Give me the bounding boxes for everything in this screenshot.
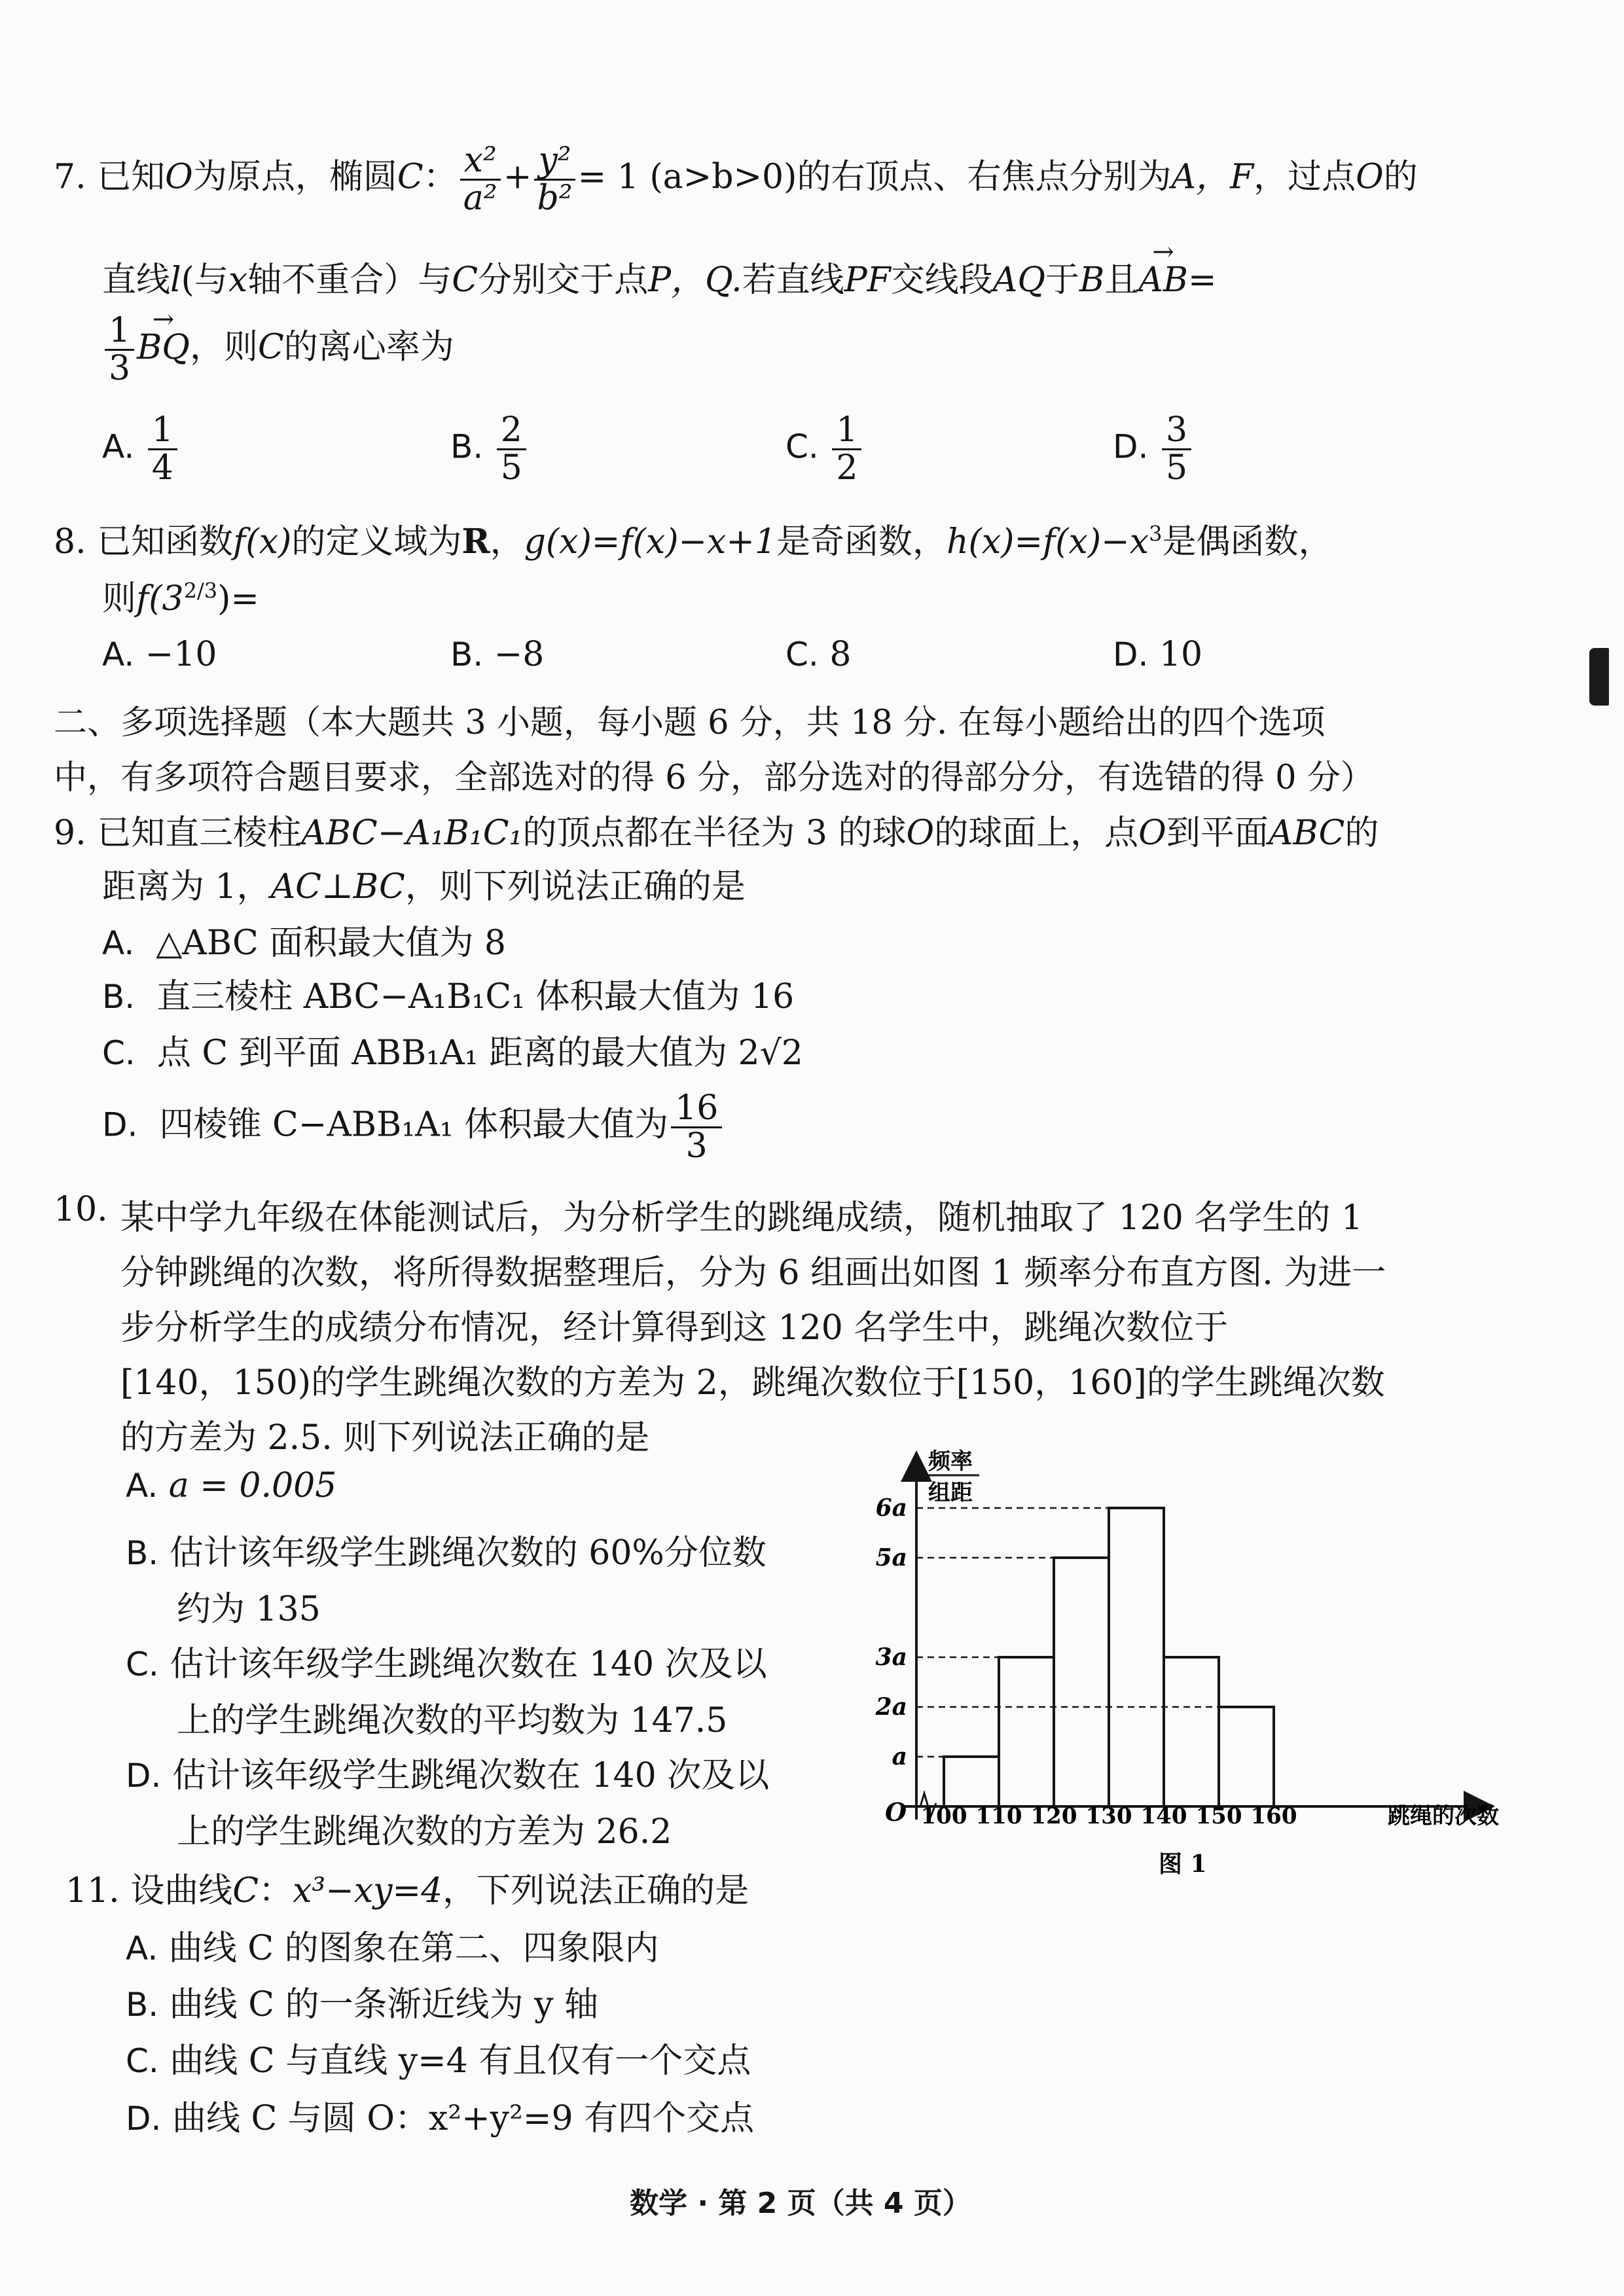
q7-symbol: B: [1079, 260, 1105, 300]
option-label: A.: [102, 427, 135, 466]
q7-text: 为原点，椭圆: [192, 157, 397, 197]
q7-vector-AB: → AB: [1138, 260, 1188, 300]
y-tick-label: a: [892, 1743, 907, 1770]
q7-symbol: C: [452, 260, 478, 300]
x-tick-label: 140: [1140, 1803, 1187, 1829]
q7-line2: [102, 252, 1217, 301]
q7-vector-BQ: → BQ: [137, 328, 190, 367]
option-text: −8: [494, 635, 545, 674]
option-label: B.: [450, 636, 484, 673]
q7-coef-frac: [105, 313, 134, 386]
option-label: D.: [102, 1105, 138, 1144]
q9-option-b: [102, 969, 794, 1018]
q9-symbol: ABC: [1268, 814, 1345, 853]
q11-equation: x³−xy=4: [293, 1871, 443, 1910]
option-text: 点 C 到平面 ABB₁A₁ 距离的最大值为 2√2: [156, 1033, 803, 1073]
x-tick-label: 100: [920, 1803, 967, 1829]
option-text: a = 0.005: [168, 1466, 337, 1505]
q7-ellipse-frac-y: [534, 143, 575, 216]
q9-text: 已知直三棱柱: [97, 814, 302, 853]
q7-symbol: P，Q.: [648, 260, 742, 300]
y-tick-label: 5a: [875, 1544, 907, 1571]
q8-option-d: [1113, 635, 1202, 674]
q9-number: 9.: [54, 814, 86, 853]
q8-option-b: [450, 635, 544, 674]
x-tick-label: 160: [1250, 1803, 1297, 1829]
q7-symbol: x: [228, 260, 248, 300]
option-text: △ABC 面积最大值为 8: [156, 924, 506, 963]
q7-text: (与: [181, 260, 228, 300]
x-axis-label: 跳绳的次数: [1388, 1803, 1499, 1829]
q7-symbol: C: [397, 157, 424, 197]
q7-option-b: [450, 412, 529, 486]
q7-text: 且: [1104, 260, 1139, 300]
q7-line1: [54, 143, 1418, 216]
q9-text: 的球面上，点: [934, 814, 1139, 853]
y-axis-label-top: 频率: [928, 1448, 973, 1475]
frac-num: y²: [534, 143, 575, 181]
q7-symbol: AQ: [992, 260, 1045, 300]
q9-text: 的: [1344, 814, 1379, 853]
section-heading-line2: 中，有多项符合题目要求，全部选对的得 6 分，部分选对的得部分分，有选错的得 0 分）: [54, 759, 1374, 797]
q9-text: 距离为 1，: [102, 867, 271, 906]
q7-option-c: [785, 412, 864, 486]
option-frac: [832, 412, 861, 486]
option-label: D.: [126, 1757, 162, 1795]
q7-option-d: [1113, 412, 1194, 486]
q8-h-def: h(x)=f(x)−x: [947, 522, 1149, 562]
q8-text: 则: [102, 579, 137, 619]
option-label: B.: [102, 978, 135, 1016]
figure-caption: 图 1: [1159, 1850, 1207, 1878]
frac-den: 3: [685, 1126, 708, 1166]
q11-option-c: [126, 2033, 751, 2082]
q7-text: ，则: [189, 327, 258, 367]
option-label: C.: [785, 427, 819, 466]
q10-number: 10.: [54, 1190, 108, 1229]
histogram-bar: [1109, 1508, 1164, 1806]
q7-text: 的: [1383, 157, 1418, 197]
option-label: C.: [785, 636, 819, 673]
frac-den: 5: [500, 448, 522, 488]
q7-symbol: A，F: [1171, 157, 1254, 197]
option-label: A.: [102, 924, 135, 962]
q10-option-d-cont: 上的学生跳绳次数的方差为 26.2: [177, 1812, 672, 1852]
q8-g-def: g(x)=f(x)−x+1: [524, 522, 777, 562]
axis-origin-label: O: [885, 1797, 907, 1827]
q8-text: 的定义域为: [291, 522, 462, 562]
q11-text: ：: [259, 1871, 293, 1910]
frac-num: 1: [832, 412, 861, 450]
q9-option-a: [102, 915, 506, 964]
option-label: C.: [126, 1645, 159, 1683]
option-label: D.: [126, 2100, 162, 2138]
section-heading-line1: 二、多项选择题（本大题共 3 小题，每小题 6 分，共 18 分. 在每小题给出的四个选项: [54, 704, 1326, 742]
y-axis-label-bottom: 组距: [928, 1480, 973, 1506]
frac-den: b²: [537, 178, 573, 218]
frac-num: x²: [460, 143, 501, 181]
histogram-bar: [1164, 1657, 1219, 1806]
q7-text: =: [1187, 260, 1217, 300]
q10-option-c-cont: 上的学生跳绳次数的平均数为 147.5: [177, 1701, 728, 1740]
q10-option-b: [126, 1525, 767, 1574]
q10-option-b-cont: 约为 135: [177, 1590, 321, 1629]
option-label: A.: [126, 1929, 158, 1967]
histogram-bars: [944, 1508, 1274, 1806]
option-text: 曲线 C 与直线 y=4 有且仅有一个交点: [170, 2041, 751, 2081]
q7-text: 已知: [97, 157, 166, 197]
q7-text: 交线段: [890, 260, 993, 300]
option-label: D.: [1113, 427, 1149, 466]
q10-option-a: [126, 1466, 336, 1505]
q7-symbol: C: [257, 327, 284, 367]
reference-dashes: [916, 1508, 1219, 1757]
option-label: B.: [126, 1534, 159, 1572]
option-label: A.: [102, 636, 135, 673]
option-label: D.: [1113, 636, 1149, 673]
x-tick-label: 120: [1030, 1803, 1077, 1829]
option-label: C.: [126, 2042, 159, 2080]
q9-text: 的顶点都在半径为 3 的球: [522, 814, 907, 853]
q8-exponent: 2/3: [183, 578, 218, 603]
q9-optD-frac: [671, 1090, 722, 1164]
frac-den: 4: [151, 448, 173, 488]
histogram-bar: [944, 1757, 999, 1806]
q7-line3: [102, 313, 454, 386]
option-text: 曲线 C 的图象在第二、四象限内: [168, 1929, 659, 1968]
q11-option-b: [126, 1977, 598, 2026]
q8-number: 8.: [54, 522, 86, 562]
q11-number: 11.: [65, 1871, 120, 1910]
option-label: C.: [102, 1034, 135, 1072]
q9-symbol: AC⊥BC: [270, 867, 405, 906]
y-tick-label: 2a: [875, 1693, 907, 1721]
x-tick-label: 110: [975, 1803, 1022, 1829]
option-label: B.: [450, 427, 484, 466]
q8-text: 是奇函数，: [776, 522, 947, 562]
q9-symbol: O: [1138, 814, 1166, 853]
q8-option-c: [785, 635, 851, 674]
option-text: 估计该年级学生跳绳次数在 140 次及以: [171, 1756, 770, 1795]
q8-symbol: R: [461, 522, 490, 562]
option-text: 8: [829, 635, 852, 674]
frac-num: 1: [148, 412, 177, 450]
q7-text: 若直线: [742, 260, 844, 300]
q8-symbol: f(3: [136, 579, 184, 619]
y-tick-label: 3a: [875, 1643, 907, 1671]
q11-text: 设曲线: [130, 1871, 233, 1910]
option-text: 估计该年级学生跳绳次数在 140 次及以: [170, 1645, 767, 1684]
q8-line2: [102, 571, 259, 620]
q9-option-d: [102, 1090, 725, 1164]
histogram-bar: [1054, 1558, 1109, 1806]
option-text: 四棱锥 C−ABB₁A₁ 体积最大值为: [159, 1105, 669, 1145]
q7-symbol: O: [1356, 157, 1384, 197]
frac-num: 2: [497, 412, 526, 450]
q10-stem-line4: [140，150)的学生跳绳次数的方差为 2，跳绳次数位于[150，160]的学生跳绳次数: [120, 1363, 1385, 1403]
q7-text: ，过点: [1254, 157, 1356, 197]
q8-line1: [54, 514, 1332, 563]
q7-text: 轴不重合）与: [247, 260, 452, 300]
q7-symbol: O: [165, 157, 193, 197]
q7-symbol: PF: [844, 260, 891, 300]
option-text: 10: [1159, 635, 1203, 674]
page-footer: 数学 · 第 2 页（共 4 页）: [630, 2187, 971, 2220]
y-tick-labels: [875, 1494, 907, 1770]
frac-den: 3: [109, 348, 131, 388]
q8-text: )=: [217, 579, 259, 619]
q8-text: 已知函数: [97, 522, 234, 562]
q10-option-d: [126, 1748, 769, 1797]
option-label: B.: [126, 1986, 159, 2024]
option-text: 估计该年级学生跳绳次数的 60%分位数: [169, 1534, 767, 1573]
q11-option-d: [126, 2090, 754, 2140]
q7-text: 于: [1045, 260, 1079, 300]
histogram-bar: [999, 1657, 1054, 1806]
q9-line2: [102, 859, 746, 908]
q7-text: ：: [423, 157, 458, 197]
frac-den: 2: [836, 448, 858, 488]
x-tick-label: 130: [1085, 1803, 1132, 1829]
q10-stem-line1: 某中学九年级在体能测试后，为分析学生的跳绳成绩，随机抽取了 120 名学生的 1: [120, 1198, 1363, 1238]
q11-option-a: [126, 1920, 659, 1969]
binding-tab-mark: [1589, 648, 1609, 706]
q7-text: +: [503, 157, 532, 197]
q10-stem-line3: 步分析学生的成绩分布情况，经计算得到这 120 名学生中，跳绳次数位于: [120, 1308, 1229, 1348]
q7-ellipse-frac-x: [460, 143, 501, 216]
q11-text: ，下列说法正确的是: [442, 1871, 749, 1910]
q8-option-a: [102, 635, 217, 674]
q9-symbol: ABC−A₁B₁C₁: [301, 814, 523, 853]
q7-text: 的离心率为: [283, 327, 454, 367]
option-frac: [1162, 412, 1191, 486]
q8-text: 是偶函数，: [1162, 522, 1333, 562]
option-text: 直三棱柱 ABC−A₁B₁C₁ 体积最大值为 16: [156, 977, 795, 1016]
q8-symbol: f(x): [233, 522, 292, 562]
q8-text: ，: [490, 522, 524, 562]
frac-num: 16: [671, 1090, 722, 1128]
frequency-histogram: [844, 1440, 1525, 1885]
q7-text: 直线: [102, 260, 171, 300]
option-frac: [148, 412, 177, 486]
option-text: −10: [145, 635, 217, 674]
q9-symbol: O: [906, 814, 935, 853]
frac-num: 1: [105, 313, 134, 351]
option-text: 曲线 C 的一条渐近线为 y 轴: [169, 1985, 599, 2024]
q11-symbol: C: [232, 1871, 259, 1910]
frac-num: 3: [1162, 412, 1191, 450]
option-label: A.: [126, 1467, 158, 1505]
q9-text: ，则下列说法正确的是: [405, 867, 746, 906]
frac-den: 5: [1165, 448, 1188, 488]
frac-den: a²: [463, 178, 497, 218]
q9-line1: [54, 805, 1379, 854]
q10-option-c: [126, 1636, 767, 1685]
option-frac: [497, 412, 526, 486]
x-tick-labels: [921, 1803, 1297, 1829]
y-tick-label: 6a: [875, 1494, 907, 1522]
q7-number: 7.: [54, 157, 86, 197]
q7-option-a: [102, 412, 180, 486]
q7-condition: = 1 (a>b>0): [577, 157, 797, 197]
q7-text: 分别交于点: [478, 260, 649, 300]
q9-text: 到平面: [1166, 814, 1269, 853]
option-text: 曲线 C 与圆 O：x²+y²=9 有四个交点: [171, 2099, 755, 2138]
q10-stem-line5: 的方差为 2.5. 则下列说法正确的是: [120, 1418, 650, 1458]
x-tick-label: 150: [1195, 1803, 1242, 1829]
q8-exponent: 3: [1149, 521, 1163, 547]
q7-text: 的右顶点、右焦点分别为: [797, 157, 1172, 197]
q7-symbol: l: [170, 260, 181, 300]
q10-stem-line2: 分钟跳绳的次数，将所得数据整理后，分为 6 组画出如图 1 频率分布直方图. 为进一: [120, 1253, 1386, 1293]
q9-option-c: [102, 1025, 803, 1074]
histogram-bar: [1219, 1707, 1274, 1806]
q11-stem: [65, 1863, 749, 1912]
